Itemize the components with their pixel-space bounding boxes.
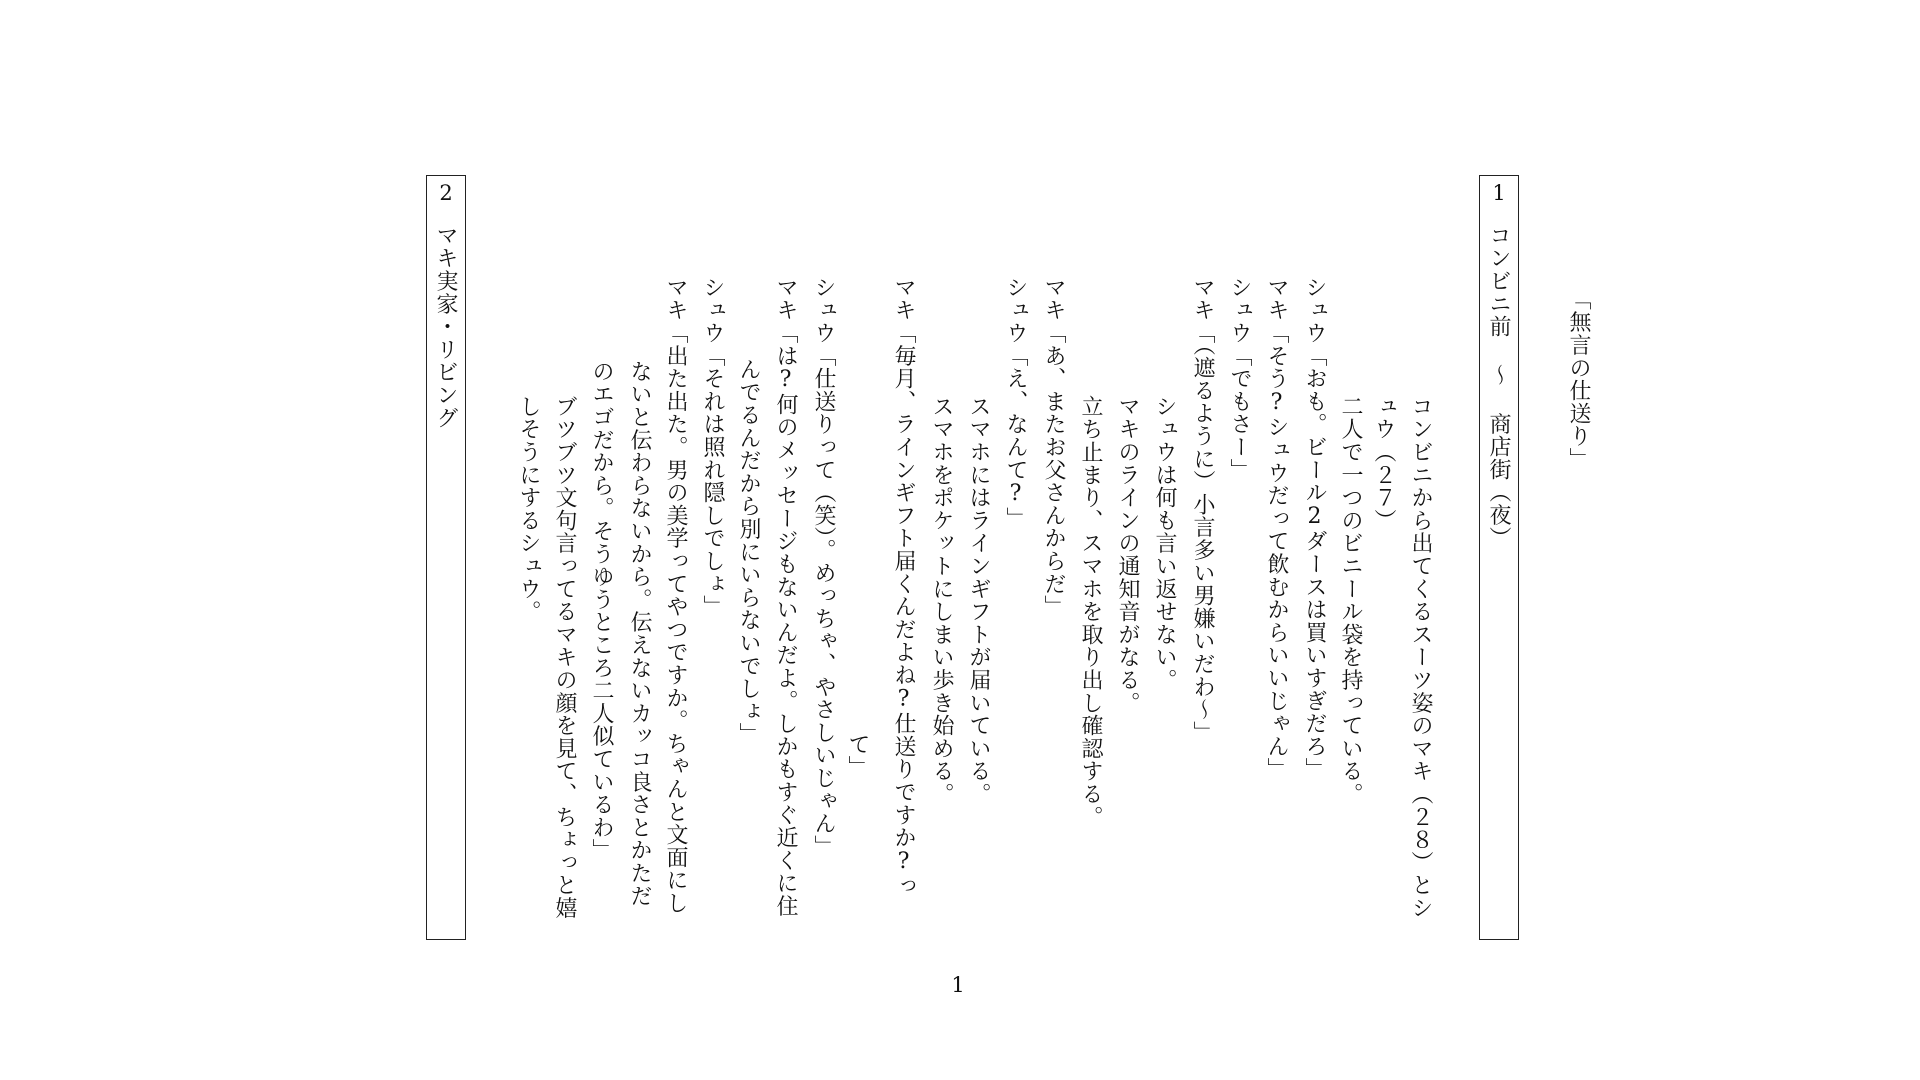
action-line-continuation: しそうにするシュウ。: [516, 395, 541, 623]
scene-2-header-box: [426, 175, 466, 940]
scene-2-number: 2: [439, 181, 453, 205]
scene-1-number: 1: [1492, 181, 1506, 205]
dialogue-line: マキ「（遮るように）小言多い男嫌いだわ～」: [1190, 276, 1215, 744]
dialogue-line-continuation: のエゴだから。そうゆうところ二人似ているわ」: [589, 360, 614, 862]
scene-1-header-box: [1479, 175, 1519, 940]
dialogue-line: シュウ「それは照れ隠しでしょ」: [700, 276, 725, 618]
dialogue-line: シュウ「でもさー」: [1227, 276, 1252, 482]
action-line: 立ち止まり、スマホを取り出し確認する。: [1078, 395, 1103, 829]
page-number: 1: [951, 973, 965, 997]
dialogue-line: マキ「は?何のメッセージもないんだよ。しかもすぐ近くに住: [773, 276, 798, 918]
action-line: スマホにはラインギフトが届いている。: [966, 395, 991, 806]
action-line: スマホをポケットにしまい歩き始める。: [929, 395, 954, 806]
action-line-continuation: ュウ（２７）: [1371, 395, 1396, 532]
scene-1-heading: コンビニ前 ～ 商店街（夜）: [1486, 224, 1511, 550]
dialogue-line: シュウ「仕送りって（笑）。めっちゃ、やさしいじゃん」: [811, 276, 836, 858]
script-title: 「無言の仕送り」: [1566, 288, 1591, 471]
dialogue-line-continuation: んでるんだから別にいらないでしょ」: [736, 358, 761, 746]
dialogue-line: シュウ「え、なんて?」: [1003, 276, 1028, 530]
action-line: 二人で一つのビニール袋を持っている。: [1338, 395, 1363, 806]
action-line: シュウは何も言い返せない。: [1152, 395, 1177, 692]
action-line: ブツブツ文句言ってるマキの顔を見て、ちょっと嬉: [552, 395, 577, 920]
action-line: コンビニから出てくるスーツ姿のマキ（２８）とシ: [1408, 395, 1433, 920]
dialogue-line: シュウ「おも。ビール2ダースは買いすぎだろ」: [1302, 276, 1327, 781]
scene-2-heading: マキ実家・リビング: [433, 224, 458, 430]
dialogue-line: マキ「毎月、ラインギフト届くんだよね?仕送りですか?っ: [891, 276, 916, 898]
dialogue-line: マキ「出た出た。男の美学ってやつですか。ちゃんと文面にし: [663, 276, 688, 915]
dialogue-line-continuation: ないと伝わらないから。伝えないカッコ良さとかただ: [627, 360, 652, 908]
dialogue-line: マキ「そう?シュウだって飲むからいいじゃん」: [1264, 276, 1289, 781]
dialogue-line: マキ「あ、またお父さんからだ」: [1041, 276, 1066, 618]
action-line: マキのラインの通知音がなる。: [1115, 395, 1140, 715]
dialogue-line-continuation: て」: [845, 733, 870, 779]
